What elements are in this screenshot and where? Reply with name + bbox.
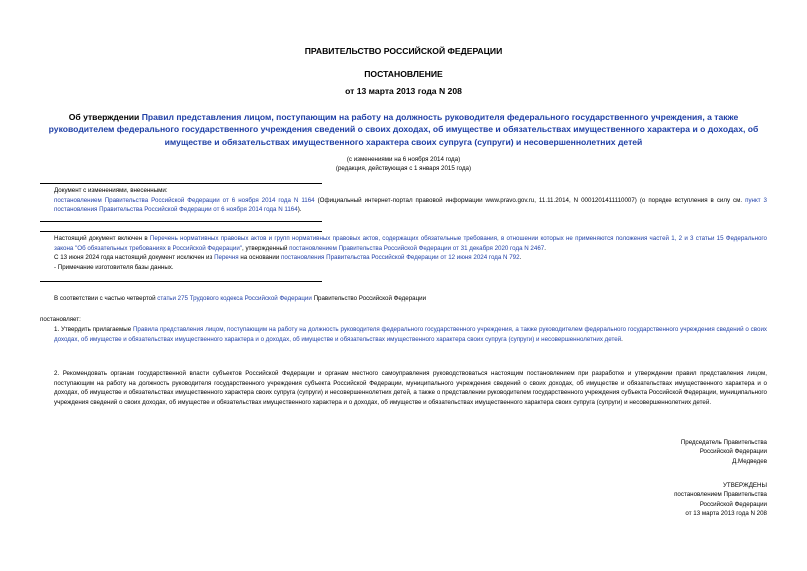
labor-code-link[interactable]: статьи 275 Трудового кодекса Российской Федерации [157, 295, 312, 302]
approval-date: от 13 марта 2013 года N 208 [685, 510, 767, 518]
preamble-text: В соответствии с частью четвертой [54, 295, 158, 302]
signature-block [681, 438, 767, 466]
approval-line: Российской Федерации [699, 500, 767, 508]
item-1 [40, 325, 767, 344]
government-heading: ПРАВИТЕЛЬСТВО РОССИЙСКОЙ ФЕДЕРАЦИИ [304, 46, 503, 56]
title-prefix: Об утверждении [68, 112, 142, 122]
edition-current: (редакция, действующая с 1 января 2015 года) [335, 165, 472, 172]
preamble [40, 294, 767, 304]
amending-resolution-link[interactable]: постановлением Правительства Российской Федерации от 6 ноября 2014 года N 1164 [54, 196, 315, 204]
item-1-text: 1. Утвердить прилагаемые [54, 326, 133, 333]
database-note: - Примечание изготовителя базы данных. [54, 263, 174, 271]
changes-note-end: ). [297, 206, 302, 213]
divider [40, 231, 322, 232]
requirements-list-link[interactable]: Перечень нормативных правовых актов и групп нормативных правовых актов, содержащих обязательные требования, в отношении которых не применяются положения частей 1, 2 и 3 статьи 15 Федерального закона "Об обязательных требованиях в Российской Федерации" [54, 235, 767, 252]
item-2 [40, 369, 767, 407]
inclusion-text: , утвержденный [242, 244, 290, 252]
inclusion-note-p1 [40, 234, 767, 253]
exclusion-text: С 13 июня 2024 года настоящий документ исключен из [54, 254, 215, 261]
resolution-2467-link[interactable]: постановлением Правительства Российской Федерации от 31 декабря 2020 года N 2467 [289, 244, 545, 252]
resolution-792-link[interactable]: постановления Правительства Российской Федерации от 12 июня 2024 года N 792 [281, 254, 520, 261]
item-2-text: 2. Рекомендовать органам государственной власти субъектов Российской Федерации и органам местного самоуправления руководствоваться настоящим постановлением при разработке и утверждении правил представления лицом, поступающим на работу на должность руководителя государственного учреждения субъекта Российской Федерации, муниципального учреждения сведений о своих доходах, об имуществе и обязательствах имущественного характера и о доходах, об имуществе и обязательствах имущественного характера своих супруга (супруги) и несовершеннолетних детей, а также о представлении руководителем государственного учреждения субъекта Российской Федерации, муниципального учреждения сведений о своих доходах, об имуществе и обязательствах имущественного характера и о доходах, об имуществе и обязательствах имущественного характера своих супруга (супруги) и несовершеннолетних детей. [54, 370, 767, 406]
item-1-end: . [621, 335, 623, 343]
inclusion-note-p2 [40, 253, 767, 263]
changes-note-body [40, 196, 767, 215]
approval-line: постановлением Правительства [674, 491, 767, 499]
divider [40, 221, 322, 222]
title-rules-link[interactable]: Правил представления лицом, поступающим на работу на должность руководителя федерального государственного учреждения, а также руководителем федерального государственного учреждения сведений о своих доходах, об имуществе и обязательствах имущественного характера и о доходах, об имуществе и обязательствах имущественного характера своих супруга (супруги) и несовершеннолетних детей [48, 112, 759, 147]
approved-rules-link[interactable]: Правила представления лицом, поступающим на работу на должность руководителя федерального государственного учреждения, а также руководителем федерального государственного учреждения сведений о своих доходах, об имуществе и обязательствах имущественного характера и о доходах, об имуществе и обязательствах имущественного характера своих супруга (супруги) и несовершеннолетних детей [54, 326, 767, 343]
decides-label: постановляет: [40, 316, 81, 323]
divider [40, 281, 322, 282]
entry-into-force-link[interactable]: пункт 3 постановления Правительства Российской Федерации от 6 ноября 2014 года N 1164 [54, 196, 767, 213]
approval-block [674, 481, 767, 519]
signature-country: Российской Федерации [699, 448, 767, 456]
edition-changes: (с изменениями на 6 ноября 2014 года) [346, 156, 461, 163]
inclusion-text: . [544, 244, 546, 252]
signature-name: Д.Медведев [732, 457, 767, 465]
inclusion-text: Настоящий документ включен в [54, 235, 150, 242]
approval-heading: УТВЕРЖДЕНЫ [723, 482, 767, 489]
exclusion-text: . [519, 254, 522, 261]
document-title [40, 111, 767, 148]
exclusion-text: на основании [238, 254, 282, 261]
divider [40, 183, 322, 184]
inclusion-note [40, 234, 767, 272]
document-type-heading: ПОСТАНОВЛЕНИЕ [364, 69, 443, 79]
signature-position: Председатель Правительства [680, 439, 767, 446]
document-date-heading: от 13 марта 2013 года N 208 [345, 86, 462, 96]
preamble-text: Правительство Российской Федерации [311, 295, 427, 302]
list-link[interactable]: Перечня [214, 254, 239, 261]
changes-note-text: (Официальный интернет-портал правовой информации www.pravo.gov.ru, 11.11.2014, N 0001201411110007) (о порядке вступления в силу см. [314, 196, 746, 204]
changes-note [40, 186, 767, 215]
changes-note-label: Документ с изменениями, внесенными: [54, 187, 168, 194]
